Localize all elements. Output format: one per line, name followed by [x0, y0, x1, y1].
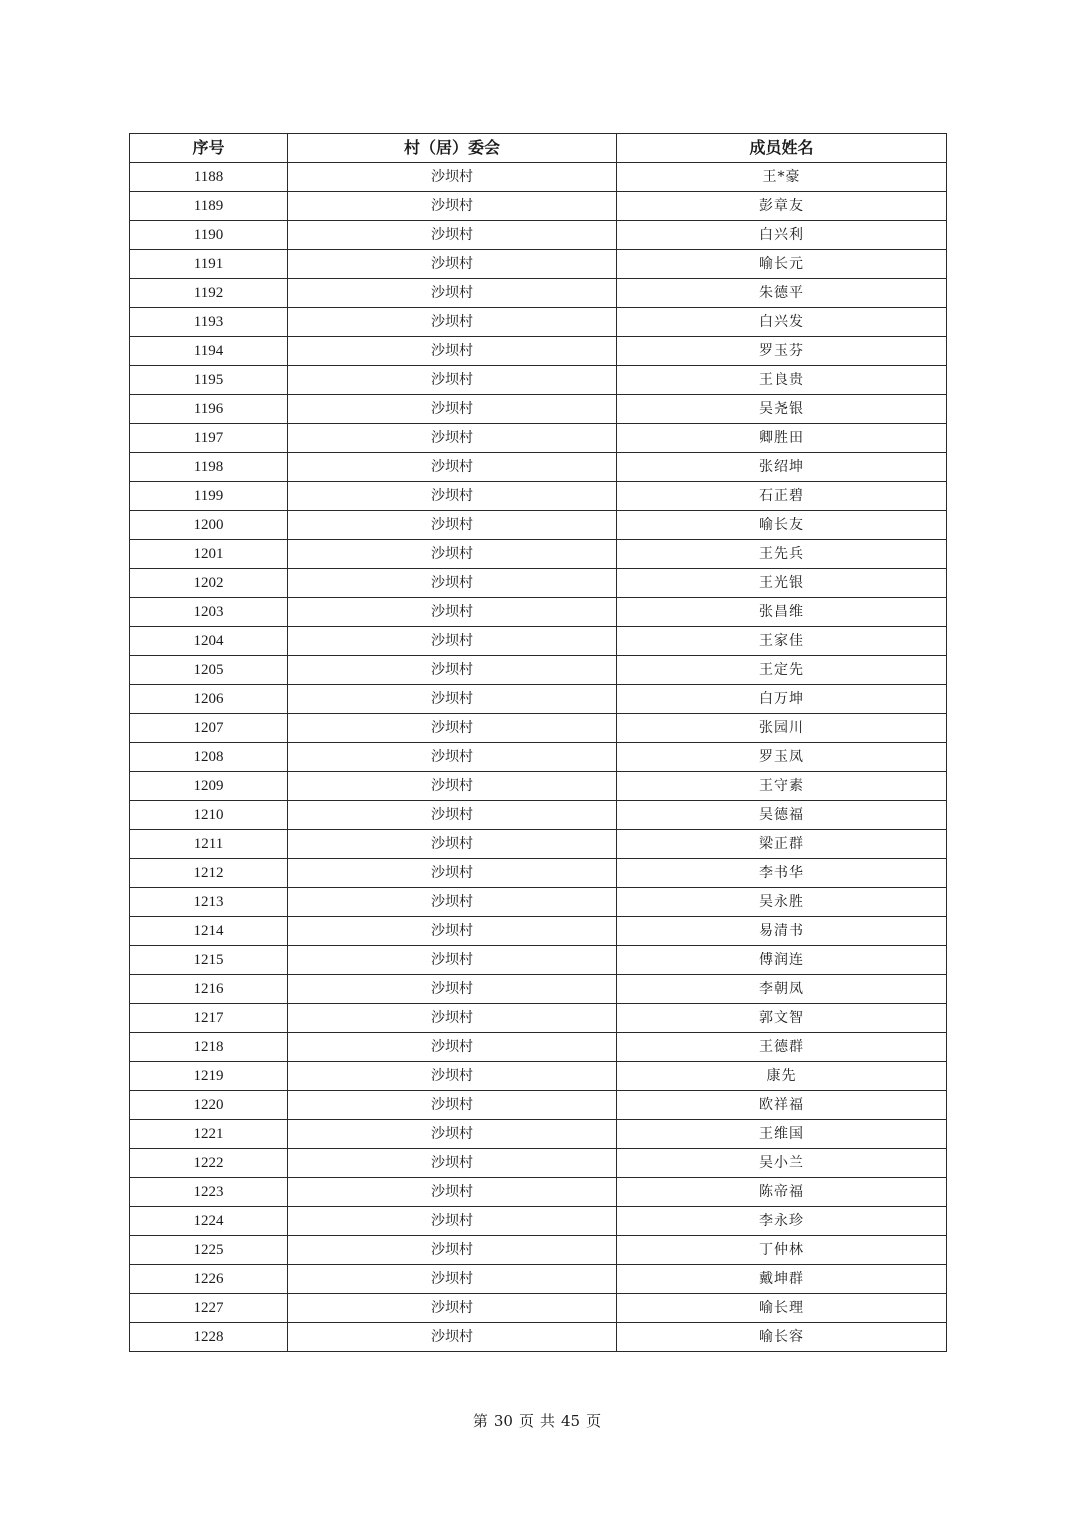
cell-member-name: 罗玉芬 [617, 337, 947, 366]
cell-member-name: 吴永胜 [617, 888, 947, 917]
cell-village-committee: 沙坝村 [288, 1149, 617, 1178]
cell-member-name: 张绍坤 [617, 453, 947, 482]
cell-member-name: 梁正群 [617, 830, 947, 859]
cell-serial-number: 1222 [130, 1149, 288, 1178]
table-row [130, 192, 947, 221]
cell-serial-number: 1209 [130, 772, 288, 801]
cell-serial-number: 1195 [130, 366, 288, 395]
cell-serial-number: 1220 [130, 1091, 288, 1120]
table-row [130, 1294, 947, 1323]
cell-village-committee: 沙坝村 [288, 743, 617, 772]
cell-village-committee: 沙坝村 [288, 424, 617, 453]
cell-serial-number: 1202 [130, 569, 288, 598]
table-row [130, 627, 947, 656]
table-row [130, 1004, 947, 1033]
table-row [130, 1120, 947, 1149]
cell-serial-number: 1223 [130, 1178, 288, 1207]
table-row [130, 337, 947, 366]
table-row [130, 1062, 947, 1091]
table-row [130, 1236, 947, 1265]
cell-member-name: 李书华 [617, 859, 947, 888]
cell-member-name: 王维国 [617, 1120, 947, 1149]
footer-total-pages: 45 [561, 1412, 581, 1430]
cell-member-name: 王家佳 [617, 627, 947, 656]
cell-village-committee: 沙坝村 [288, 627, 617, 656]
cell-village-committee: 沙坝村 [288, 801, 617, 830]
cell-village-committee: 沙坝村 [288, 859, 617, 888]
table-row [130, 511, 947, 540]
cell-serial-number: 1188 [130, 163, 288, 192]
table-body [130, 163, 947, 1352]
cell-village-committee: 沙坝村 [288, 685, 617, 714]
cell-village-committee: 沙坝村 [288, 714, 617, 743]
cell-serial-number: 1211 [130, 830, 288, 859]
cell-serial-number: 1196 [130, 395, 288, 424]
cell-serial-number: 1217 [130, 1004, 288, 1033]
table-row [130, 279, 947, 308]
table-row [130, 366, 947, 395]
cell-member-name: 吴尧银 [617, 395, 947, 424]
cell-member-name: 陈帝福 [617, 1178, 947, 1207]
footer-suffix: 页 [586, 1412, 602, 1430]
cell-member-name: 吴德福 [617, 801, 947, 830]
footer-current-page: 30 [493, 1412, 513, 1430]
table-row [130, 1323, 947, 1352]
cell-village-committee: 沙坝村 [288, 1033, 617, 1062]
cell-village-committee: 沙坝村 [288, 830, 617, 859]
table-row [130, 221, 947, 250]
table-row [130, 482, 947, 511]
cell-serial-number: 1214 [130, 917, 288, 946]
cell-village-committee: 沙坝村 [288, 337, 617, 366]
page-footer [0, 1410, 1074, 1431]
table-row [130, 453, 947, 482]
table-row [130, 859, 947, 888]
cell-village-committee: 沙坝村 [288, 511, 617, 540]
cell-member-name: 王德群 [617, 1033, 947, 1062]
cell-member-name: 喻长友 [617, 511, 947, 540]
cell-serial-number: 1210 [130, 801, 288, 830]
cell-serial-number: 1194 [130, 337, 288, 366]
cell-village-committee: 沙坝村 [288, 366, 617, 395]
cell-village-committee: 沙坝村 [288, 1236, 617, 1265]
cell-member-name: 张昌维 [617, 598, 947, 627]
cell-village-committee: 沙坝村 [288, 1091, 617, 1120]
cell-serial-number: 1219 [130, 1062, 288, 1091]
cell-member-name: 李朝凤 [617, 975, 947, 1004]
cell-member-name: 彭章友 [617, 192, 947, 221]
cell-member-name: 喻长容 [617, 1323, 947, 1352]
table-row [130, 801, 947, 830]
cell-village-committee: 沙坝村 [288, 917, 617, 946]
cell-serial-number: 1193 [130, 308, 288, 337]
cell-village-committee: 沙坝村 [288, 888, 617, 917]
cell-member-name: 王守素 [617, 772, 947, 801]
cell-member-name: 罗玉凤 [617, 743, 947, 772]
header-serial-number: 序号 [130, 134, 288, 163]
cell-serial-number: 1207 [130, 714, 288, 743]
cell-member-name: 白兴发 [617, 308, 947, 337]
cell-village-committee: 沙坝村 [288, 453, 617, 482]
table-row [130, 1091, 947, 1120]
cell-village-committee: 沙坝村 [288, 308, 617, 337]
table-row [130, 395, 947, 424]
cell-serial-number: 1190 [130, 221, 288, 250]
cell-village-committee: 沙坝村 [288, 1120, 617, 1149]
cell-village-committee: 沙坝村 [288, 946, 617, 975]
cell-village-committee: 沙坝村 [288, 221, 617, 250]
table-row [130, 888, 947, 917]
cell-serial-number: 1201 [130, 540, 288, 569]
cell-village-committee: 沙坝村 [288, 1294, 617, 1323]
cell-village-committee: 沙坝村 [288, 656, 617, 685]
cell-member-name: 喻长理 [617, 1294, 947, 1323]
cell-village-committee: 沙坝村 [288, 1004, 617, 1033]
table-row [130, 772, 947, 801]
table-row [130, 830, 947, 859]
table-row [130, 598, 947, 627]
cell-serial-number: 1205 [130, 656, 288, 685]
cell-serial-number: 1197 [130, 424, 288, 453]
table-row [130, 1149, 947, 1178]
cell-village-committee: 沙坝村 [288, 975, 617, 1004]
footer-total-word: 共 [540, 1412, 556, 1430]
cell-serial-number: 1216 [130, 975, 288, 1004]
cell-serial-number: 1227 [130, 1294, 288, 1323]
cell-village-committee: 沙坝村 [288, 482, 617, 511]
cell-member-name: 朱德平 [617, 279, 947, 308]
cell-village-committee: 沙坝村 [288, 192, 617, 221]
table-row [130, 424, 947, 453]
cell-village-committee: 沙坝村 [288, 279, 617, 308]
footer-page-word: 页 [518, 1412, 534, 1430]
cell-village-committee: 沙坝村 [288, 1323, 617, 1352]
table-row [130, 308, 947, 337]
cell-village-committee: 沙坝村 [288, 540, 617, 569]
table-row [130, 917, 947, 946]
cell-village-committee: 沙坝村 [288, 569, 617, 598]
table-row [130, 1033, 947, 1062]
cell-member-name: 王良贵 [617, 366, 947, 395]
cell-serial-number: 1198 [130, 453, 288, 482]
cell-serial-number: 1221 [130, 1120, 288, 1149]
cell-member-name: 欧祥福 [617, 1091, 947, 1120]
cell-member-name: 康先 [617, 1062, 947, 1091]
table-row [130, 1265, 947, 1294]
cell-serial-number: 1208 [130, 743, 288, 772]
table-row [130, 685, 947, 714]
table-header-row [130, 134, 947, 163]
table-row [130, 714, 947, 743]
cell-village-committee: 沙坝村 [288, 395, 617, 424]
cell-village-committee: 沙坝村 [288, 1178, 617, 1207]
cell-member-name: 李永珍 [617, 1207, 947, 1236]
member-table [129, 133, 947, 1352]
cell-village-committee: 沙坝村 [288, 772, 617, 801]
cell-serial-number: 1225 [130, 1236, 288, 1265]
header-member-name: 成员姓名 [617, 134, 947, 163]
cell-member-name: 白兴利 [617, 221, 947, 250]
cell-member-name: 郭文智 [617, 1004, 947, 1033]
cell-member-name: 石正碧 [617, 482, 947, 511]
cell-member-name: 易清书 [617, 917, 947, 946]
table-row [130, 569, 947, 598]
cell-serial-number: 1203 [130, 598, 288, 627]
cell-member-name: 喻长元 [617, 250, 947, 279]
table-row [130, 975, 947, 1004]
cell-member-name: 王*豪 [617, 163, 947, 192]
cell-serial-number: 1199 [130, 482, 288, 511]
cell-serial-number: 1224 [130, 1207, 288, 1236]
cell-serial-number: 1215 [130, 946, 288, 975]
cell-serial-number: 1226 [130, 1265, 288, 1294]
cell-member-name: 王定先 [617, 656, 947, 685]
table-row [130, 946, 947, 975]
cell-member-name: 张园川 [617, 714, 947, 743]
cell-serial-number: 1228 [130, 1323, 288, 1352]
cell-village-committee: 沙坝村 [288, 1062, 617, 1091]
cell-serial-number: 1213 [130, 888, 288, 917]
cell-serial-number: 1218 [130, 1033, 288, 1062]
cell-member-name: 傅润连 [617, 946, 947, 975]
cell-member-name: 白万坤 [617, 685, 947, 714]
table-row [130, 163, 947, 192]
table-row [130, 1207, 947, 1236]
cell-serial-number: 1192 [130, 279, 288, 308]
cell-member-name: 戴坤群 [617, 1265, 947, 1294]
footer-prefix: 第 [472, 1412, 488, 1430]
table-row [130, 743, 947, 772]
table-row [130, 656, 947, 685]
cell-serial-number: 1189 [130, 192, 288, 221]
header-village-committee: 村（居）委会 [288, 134, 617, 163]
cell-member-name: 卿胜田 [617, 424, 947, 453]
table-row [130, 540, 947, 569]
cell-serial-number: 1206 [130, 685, 288, 714]
cell-serial-number: 1200 [130, 511, 288, 540]
cell-serial-number: 1191 [130, 250, 288, 279]
cell-serial-number: 1212 [130, 859, 288, 888]
cell-member-name: 丁仲林 [617, 1236, 947, 1265]
cell-village-committee: 沙坝村 [288, 250, 617, 279]
cell-member-name: 王光银 [617, 569, 947, 598]
cell-village-committee: 沙坝村 [288, 1265, 617, 1294]
cell-village-committee: 沙坝村 [288, 1207, 617, 1236]
table-row [130, 1178, 947, 1207]
cell-village-committee: 沙坝村 [288, 163, 617, 192]
cell-member-name: 王先兵 [617, 540, 947, 569]
cell-village-committee: 沙坝村 [288, 598, 617, 627]
cell-member-name: 吴小兰 [617, 1149, 947, 1178]
cell-serial-number: 1204 [130, 627, 288, 656]
table-row [130, 250, 947, 279]
